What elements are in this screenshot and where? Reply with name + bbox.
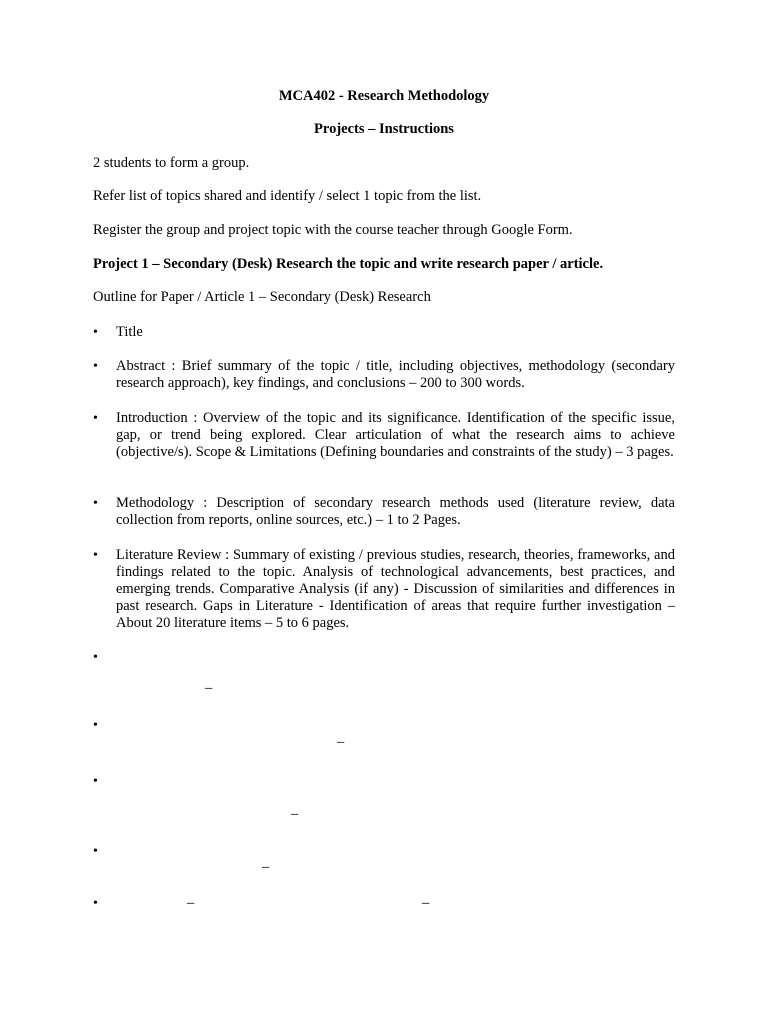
outline-heading: Outline for Paper / Article 1 – Secondary (Desk) Research	[93, 289, 431, 305]
instructions-heading: Projects – Instructions	[314, 121, 454, 137]
paragraph-group: 2 students to form a group.	[93, 155, 250, 171]
list-item-text: Methodology : Description of secondary research methods used (literature review, data collection from reports, online sources, etc.) – 1 to 2 Pages.	[116, 495, 675, 528]
bullet-icon: •	[93, 718, 98, 733]
dash-mark: –	[291, 806, 299, 822]
course-title: MCA402 - Research Methodology	[278, 88, 490, 104]
bullet-icon: •	[93, 325, 98, 340]
list-item-text: Introduction : Overview of the topic and its significance. Identification of the specific issue, gap, or trend being explored. Clear articulation of what the research aims to achieve (objective/s). Scope & Limitations (Defining boundaries and constraints of the study) – 3 pages.	[116, 410, 675, 460]
list-item-text: Title	[116, 324, 143, 340]
bullet-icon: •	[93, 496, 98, 511]
list-item-text: Abstract : Brief summary of the topic / title, including objectives, methodology (secondary research approach), key findings, and conclusions – 200 to 300 words.	[116, 358, 675, 391]
paragraph-topics: Refer list of topics shared and identify / select 1 topic from the list.	[93, 188, 482, 204]
paragraph-register: Register the group and project topic with the course teacher through Google Form.	[93, 222, 573, 238]
dash-mark: –	[422, 895, 430, 911]
dash-mark: –	[262, 859, 270, 875]
bullet-icon: •	[93, 844, 98, 859]
list-item-text: Literature Review : Summary of existing / previous studies, research, theories, frameworks, and findings related to the topic. Analysis of technological advancements, best practices, and emerging trends. Comparative Analysis (if any) - Discussion of similarities and differences in past research. Gaps in Literature - Identification of areas that require further investigation – About 20 literature items – 5 to 6 pages.	[116, 547, 675, 631]
bullet-icon: •	[93, 411, 98, 426]
bullet-icon: •	[93, 774, 98, 789]
dash-mark: –	[187, 895, 195, 911]
bullet-icon: •	[93, 359, 98, 374]
project-heading: Project 1 – Secondary (Desk) Research the topic and write research paper / article.	[93, 256, 604, 272]
dash-mark: –	[205, 680, 213, 696]
dash-mark: –	[337, 734, 345, 750]
bullet-icon: •	[93, 896, 98, 911]
bullet-icon: •	[93, 650, 98, 665]
bullet-icon: •	[93, 548, 98, 563]
